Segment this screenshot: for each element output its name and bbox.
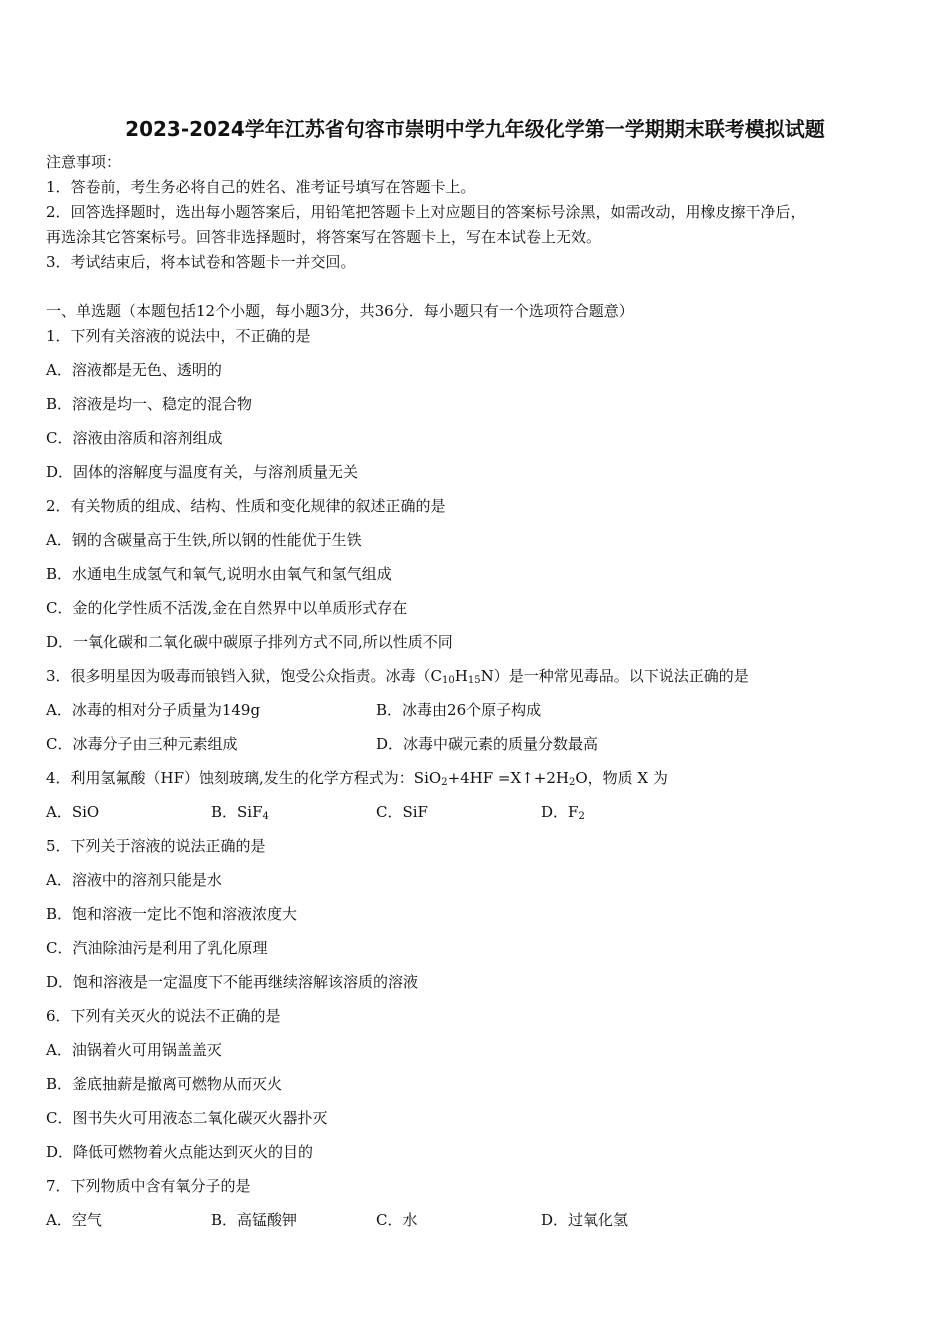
question-4-option-a: A．SiO	[46, 803, 100, 821]
question-5-option-b: B．饱和溶液一定比不饱和溶液浓度大	[46, 905, 298, 923]
question-4-stem-part: 4．利用氢氟酸（HF）蚀刻玻璃,发生的化学方程式为：SiO	[46, 769, 442, 787]
notice-item-2: 2．回答选择题时，选出每小题答案后，用铅笔把答题卡上对应题目的答案标号涂黑，如需改动，用橡皮擦干净后，	[46, 203, 806, 221]
question-2-option-a: A．钢的含碳量高于生铁,所以钢的性能优于生铁	[46, 531, 362, 549]
question-5-option-a: A．溶液中的溶剂只能是水	[46, 871, 222, 889]
question-1-option-c: C．溶液由溶质和溶剂组成	[46, 429, 223, 447]
question-2-option-c: C．金的化学性质不活泼,金在自然界中以单质形式存在	[46, 599, 408, 617]
question-6-option-c: C．图书失火可用液态二氧化碳灭火器扑灭	[46, 1109, 328, 1127]
question-3-option-a: A．冰毒的相对分子质量为149g	[46, 701, 261, 719]
question-4-option-d	[541, 803, 585, 821]
question-2-stem: 2．有关物质的组成、结构、性质和变化规律的叙述正确的是	[46, 497, 446, 515]
section-heading: 一、单选题（本题包括12个小题，每小题3分，共36分．每小题只有一个选项符合题意）	[46, 302, 634, 320]
notice-heading: 注意事项：	[46, 153, 122, 171]
question-3-option-b: B．冰毒由26个原子构成	[376, 701, 542, 719]
question-2-option-b: B．水通电生成氢气和氧气,说明水由氧气和氢气组成	[46, 565, 392, 583]
question-1-stem: 1．下列有关溶液的说法中，不正确的是	[46, 327, 311, 345]
notice-item-1: 1．答卷前，考生务必将自己的姓名、准考证号填写在答题卡上。	[46, 178, 476, 196]
question-5-stem: 5．下列关于溶液的说法正确的是	[46, 837, 266, 855]
question-2-option-d: D．一氧化碳和二氧化碳中碳原子排列方式不同,所以性质不同	[46, 633, 453, 651]
question-1-option-b: B．溶液是均一、稳定的混合物	[46, 395, 253, 413]
question-6-option-d: D．降低可燃物着火点能达到灭火的目的	[46, 1143, 314, 1161]
question-7-option-b: B．高锰酸钾	[211, 1211, 298, 1229]
notice-item-2-cont: 再选涂其它答案标号。回答非选择题时，将答案写在答题卡上，写在本试卷上无效。	[46, 228, 602, 246]
question-7-option-c: C．水	[376, 1211, 418, 1229]
subscript: 15	[467, 675, 481, 686]
question-5-option-d: D．饱和溶液是一定温度下不能再继续溶解该溶质的溶液	[46, 973, 419, 991]
question-6-option-a: A．油锅着火可用锅盖盖灭	[46, 1041, 222, 1059]
question-1-option-d: D．固体的溶解度与温度有关，与溶剂质量无关	[46, 463, 359, 481]
question-3-stem	[46, 667, 749, 685]
question-7-option-a: A．空气	[46, 1211, 102, 1229]
subscript: 2	[441, 777, 448, 788]
question-3-stem-part: H	[454, 667, 468, 685]
question-3-option-c: C．冰毒分子由三种元素组成	[46, 735, 238, 753]
subscript: 2	[568, 777, 576, 788]
question-3-stem-part: N）是一种常见毒品。以下说法正确的是	[480, 667, 749, 685]
subscript: 2	[578, 811, 585, 822]
question-4-stem-part: O，物质 X 为	[575, 769, 668, 787]
question-3-option-d: D．冰毒中碳元素的质量分数最高	[376, 735, 599, 753]
question-7-stem: 7．下列物质中含有氧分子的是	[46, 1177, 251, 1195]
option-text: B．SiF	[211, 803, 263, 821]
question-4-option-c: C．SiF	[376, 803, 428, 821]
question-6-stem: 6．下列有关灭火的说法不正确的是	[46, 1007, 281, 1025]
subscript: 4	[262, 811, 269, 822]
question-5-option-c: C．汽油除油污是利用了乳化原理	[46, 939, 268, 957]
option-text: D．F	[541, 803, 579, 821]
question-4-stem-part: +4HF =X↑+2H	[447, 769, 569, 787]
notice-item-3: 3．考试结束后，将本试卷和答题卡一并交回。	[46, 253, 356, 271]
question-4-stem	[46, 769, 668, 787]
subscript: 10	[442, 675, 455, 686]
page-title: 2023-2024学年江苏省句容市崇明中学九年级化学第一学期期末联考模拟试题	[125, 117, 825, 141]
question-1-option-a: A．溶液都是无色、透明的	[46, 361, 222, 379]
question-4-option-b	[211, 803, 269, 821]
question-7-option-d: D．过氧化氢	[541, 1211, 629, 1229]
question-6-option-b: B．釜底抽薪是撤离可燃物从而灭火	[46, 1075, 283, 1093]
question-3-stem-part: 3．很多明星因为吸毒而锒铛入狱，饱受公众指责。冰毒（C	[46, 667, 443, 685]
